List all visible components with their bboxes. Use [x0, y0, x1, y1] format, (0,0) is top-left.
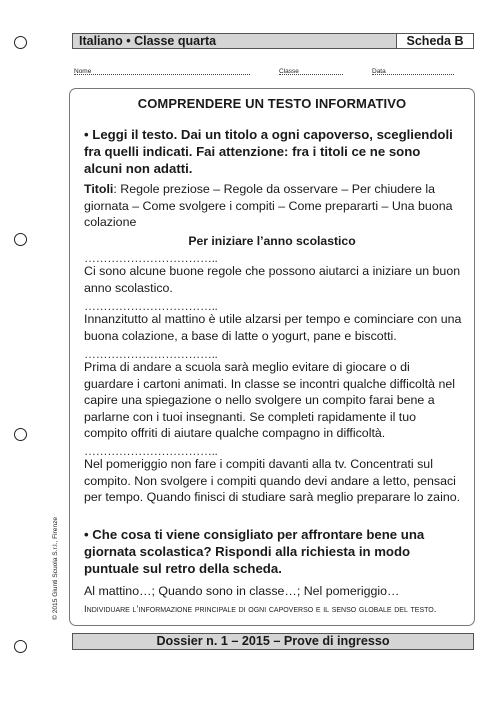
instruction-answer: • Che cosa ti viene consigliato per affrontare bene una giornata scolastica? Rispondi alla richiesta in modo puntuale sul retro della scheda. — [84, 527, 425, 576]
paragraph-1: Ci sono alcune buone regole che possono aiutarci a iniziare un buon anno scolastico. — [84, 264, 461, 295]
class-field[interactable] — [279, 66, 343, 75]
titles-label: Titoli — [84, 182, 114, 196]
paragraph-2: Innanzitutto al mattino è utile alzarsi per tempo e cominciare con una buona colazione, a base di latte o yogurt, pane e biscotti. — [84, 312, 462, 343]
class-label: Classe — [279, 68, 299, 75]
date-label: Data — [372, 68, 386, 75]
binder-hole-1 — [14, 36, 27, 49]
binder-hole-4 — [14, 640, 27, 653]
student-fields — [72, 66, 474, 78]
blank-title-3[interactable]: …………………………….. — [84, 347, 218, 361]
exercise-title: COMPRENDERE UN TESTO INFORMATIVO — [137, 96, 407, 111]
titles-options: : Regole preziose – Regole da osservare – Per chiudere la giornata – Come svolgere i compiti – Come prepararti – Una buona colazione — [84, 182, 453, 229]
binder-hole-3 — [14, 428, 27, 441]
footer-bar: Dossier n. 1 – 2015 – Prove di ingresso — [72, 633, 474, 650]
exercise-card — [69, 88, 475, 626]
sheet-label: Scheda B — [396, 33, 474, 49]
titles-list — [84, 181, 462, 231]
paragraph-3: Prima di andare a scuola sarà meglio evitare di giocare o di guardare i cartoni animati. In classe se incontri qualche difficoltà nel capire una spiegazione o nello svolgere un compito farai bene a parlarne con i tuoi insegnanti. Se completi rapidamente il tuo compito offriti di aiutare qualche compagno in difficoltà. — [84, 360, 456, 440]
copyright-note: © 2015 Giunti Scuola S.r.l., Firenze — [52, 516, 59, 620]
blank-title-1[interactable]: …………………………….. — [84, 251, 218, 265]
subject-label: Italiano • Classe quarta — [79, 34, 217, 48]
text-title: Per iniziare l’anno scolastico — [188, 234, 356, 248]
answer-prompt: Al mattino…; Quando sono in classe…; Nel pomeriggio… — [84, 584, 400, 598]
paragraph-4: Nel pomeriggio non fare i compiti davanti alla tv. Concentrati sul compito. Non svolgere i compiti quando devi andare a letto, pensaci per tempo. Quando finisci di studiare sarà meglio preparare lo zaino. — [84, 457, 461, 504]
binder-hole-2 — [14, 233, 27, 246]
name-field[interactable] — [74, 66, 250, 75]
learning-objective: Individuare l’informazione principale di ogni capoverso e il senso globale del testo. — [84, 604, 437, 615]
blank-title-2[interactable]: …………………………….. — [84, 299, 218, 313]
instruction-read: • Leggi il testo. Dai un titolo a ogni capoverso, scegliendoli fra quelli indicati. Fai attenzione: fra i titoli ce ne sono alcuni non adatti. — [84, 127, 453, 176]
date-field[interactable] — [372, 66, 454, 75]
header-bar — [72, 33, 474, 49]
name-label: Nome — [74, 68, 92, 75]
blank-title-4[interactable]: …………………………….. — [84, 444, 218, 458]
